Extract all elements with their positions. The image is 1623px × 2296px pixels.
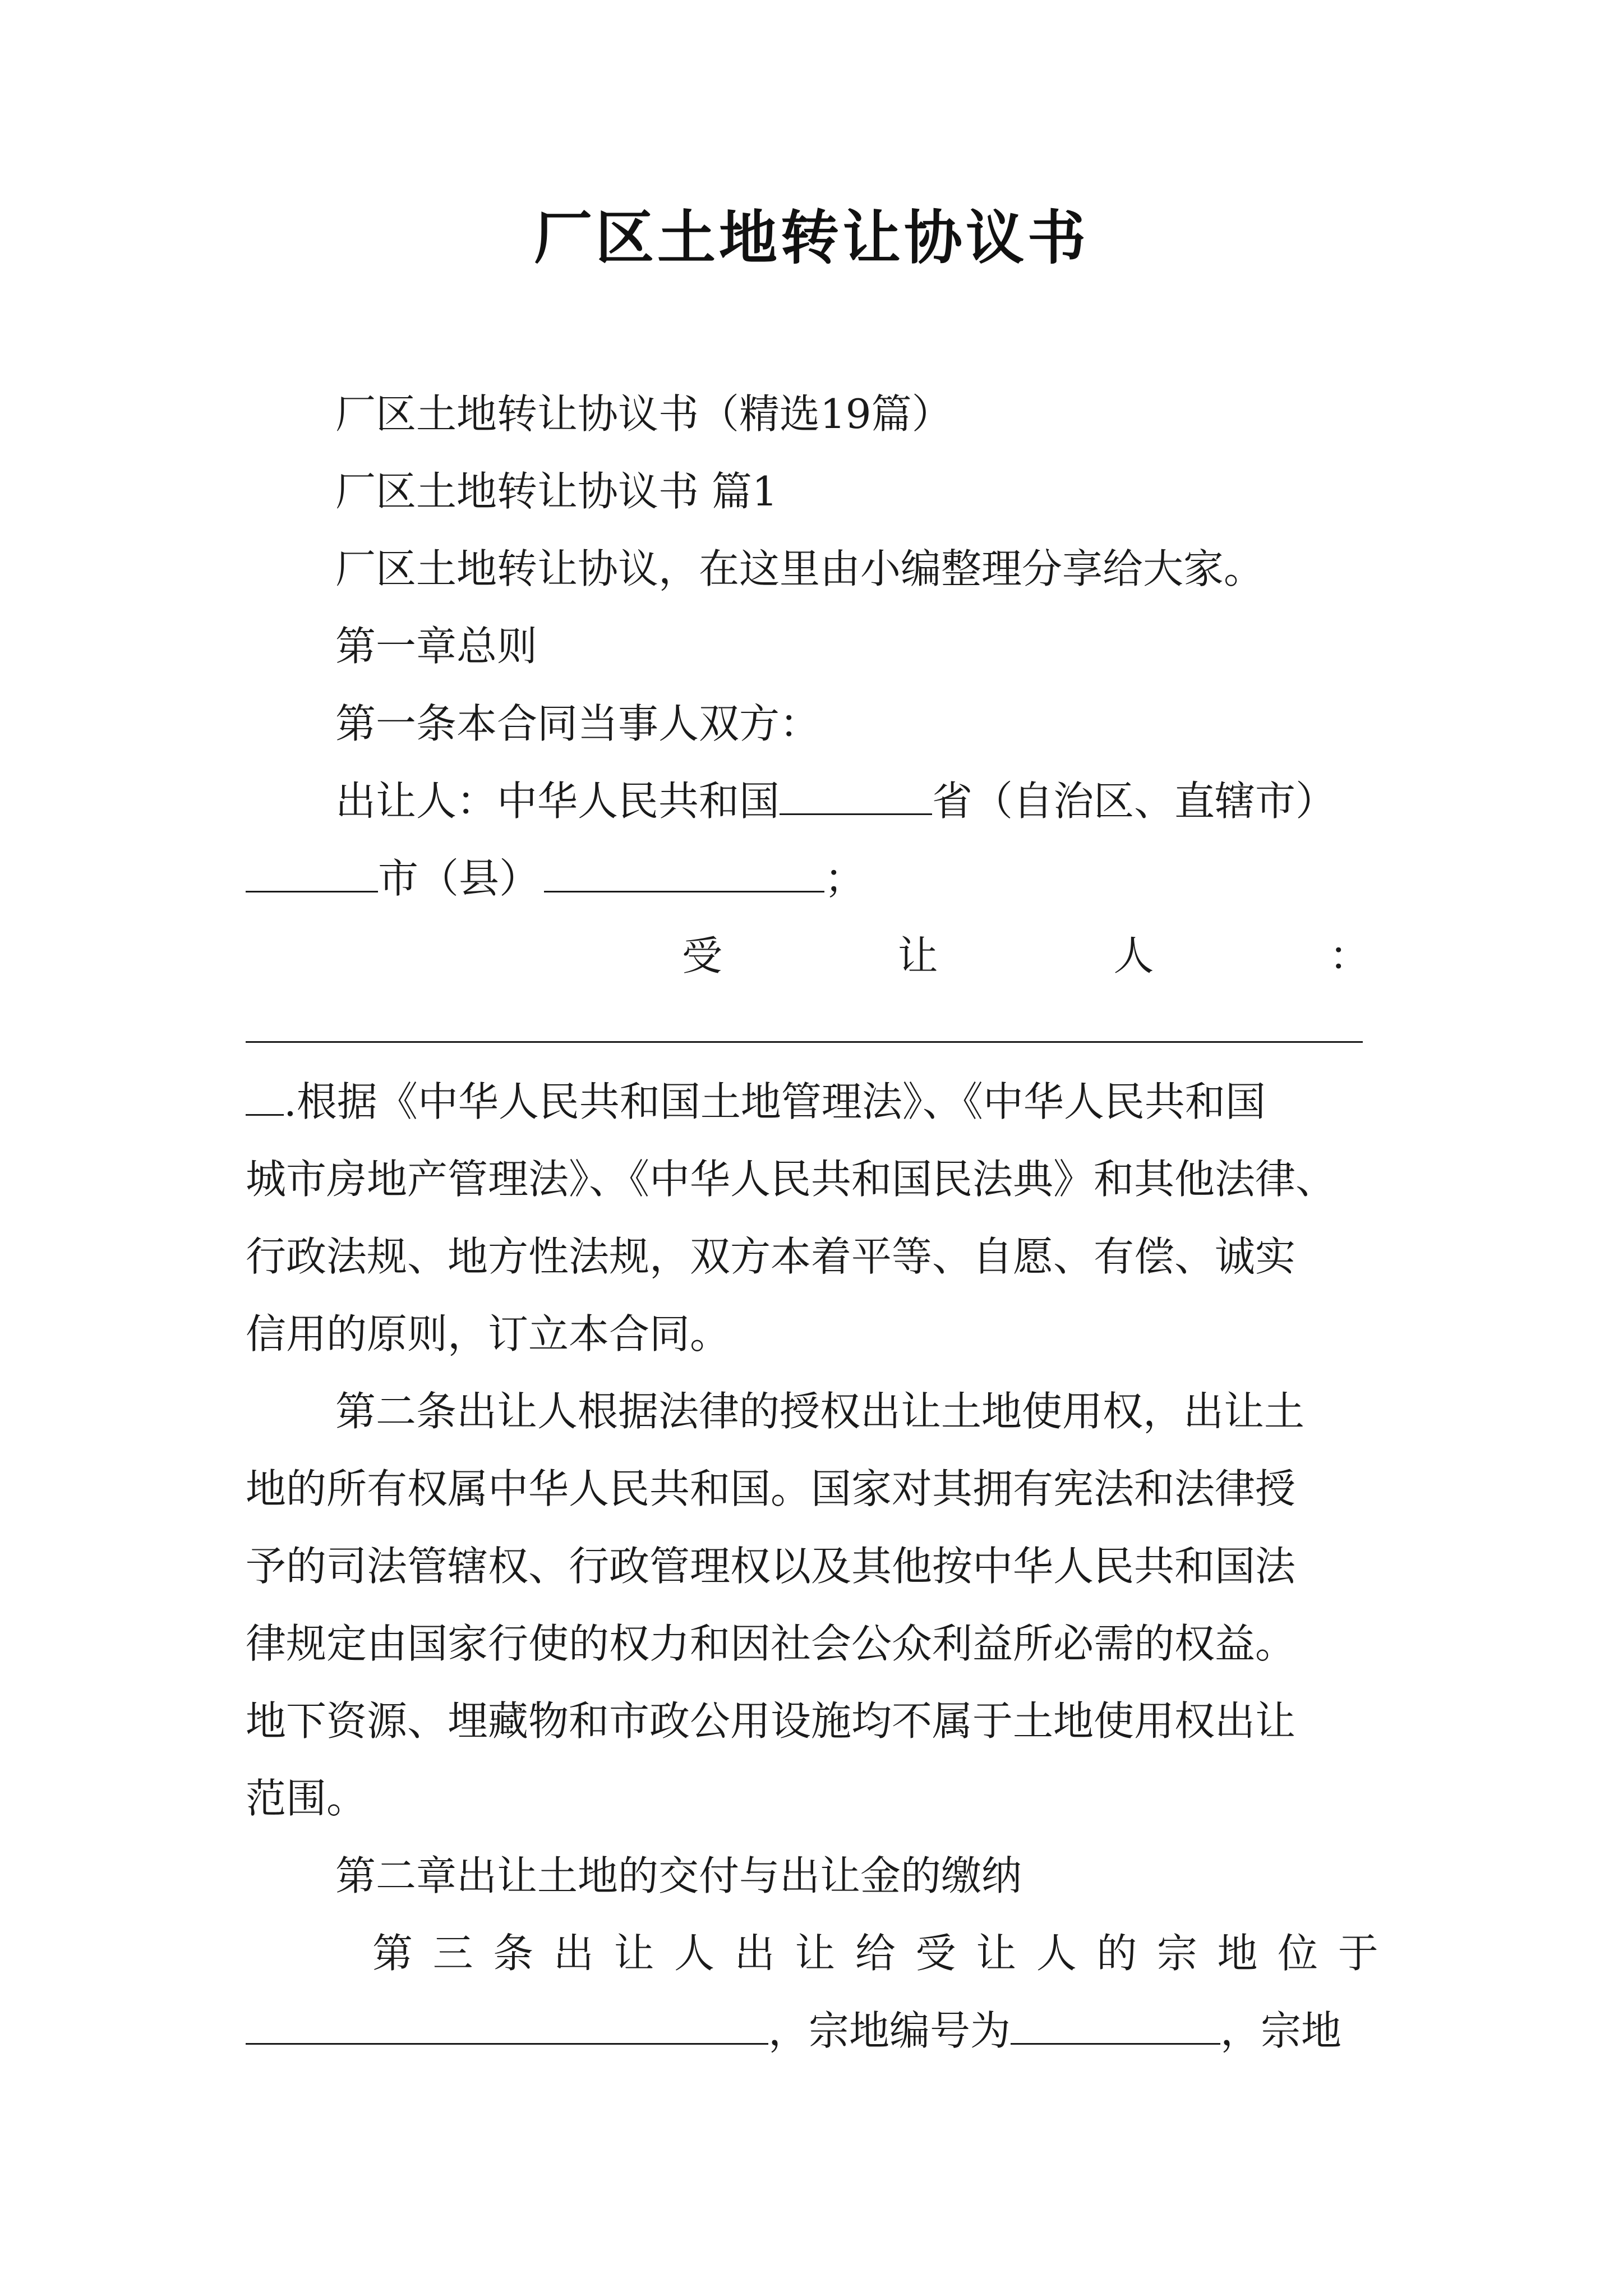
line-char: 给: [855, 1930, 896, 1977]
paragraph-line: 行政法规、地方性法规，双方本着平等、自愿、有偿、诚实: [246, 1233, 1296, 1280]
line-text: ，宗地: [1220, 2007, 1342, 2054]
line-text: .根据《中华人民共和国土地管理法》、《中华人民共和国: [284, 1078, 1266, 1125]
line-char: 人: [1113, 932, 1154, 979]
paragraph-line: 范围。: [246, 1775, 367, 1822]
chapter-heading: 第一章总则: [335, 623, 538, 670]
document-title: 厂区土地转让协议书: [533, 204, 1089, 272]
blank-field: [780, 776, 932, 815]
line-char: 条: [493, 1930, 534, 1977]
chapter-heading: 第二章出让土地的交付与出让金的缴纳: [335, 1852, 1022, 1899]
paragraph-line: 地的所有权属中华人民共和国。国家对其拥有宪法和法律授: [246, 1465, 1296, 1512]
paragraph-line: [246, 852, 865, 905]
paragraph-line: [335, 774, 1336, 828]
paragraph-line: 厂区土地转让协议，在这里由小编整理分享给大家。: [335, 545, 1265, 592]
line-text: 出让人：中华人民共和国: [335, 777, 780, 825]
line-text: ；: [824, 855, 865, 902]
paragraph-line: 信用的原则，订立本合同。: [246, 1310, 731, 1358]
line-char: 出: [734, 1930, 775, 1977]
blank-field: [544, 854, 824, 892]
paragraph-line: [246, 1075, 1266, 1129]
justified-line: [372, 1926, 1378, 1980]
line-char: ：: [1329, 932, 1370, 979]
paragraph-line: 予的司法管辖权、行政管理权以及其他按中华人民共和国法: [246, 1543, 1296, 1590]
line-char: 让: [795, 1930, 836, 1977]
line-char: 受: [682, 932, 723, 979]
line-char: 位: [1278, 1930, 1318, 1977]
line-char: 出: [553, 1930, 594, 1977]
line-char: 让: [976, 1930, 1017, 1977]
line-char: 的: [1096, 1930, 1137, 1977]
paragraph-line: 第一条本合同当事人双方：: [335, 700, 820, 747]
line-char: 三: [432, 1930, 473, 1977]
line-char: 受: [915, 1930, 956, 1977]
justified-line: [682, 929, 1370, 983]
line-char: 人: [674, 1930, 715, 1977]
line-char: 宗: [1156, 1930, 1197, 1977]
blank-field: [246, 1077, 284, 1116]
blank-field: [246, 854, 378, 892]
blank-field: [246, 2006, 768, 2045]
paragraph-line: [246, 2004, 1341, 2058]
paragraph-line: 城市房地产管理法》、《中华人民共和国民法典》和其他法律、: [246, 1156, 1336, 1203]
paragraph-line: 地下资源、埋藏物和市政公用设施均不属于土地使用权出让: [246, 1697, 1296, 1745]
line-char: 让: [897, 932, 938, 979]
paragraph-line: 律规定由国家行使的权力和因社会公众利益所必需的权益。: [246, 1620, 1296, 1667]
blank-field: [246, 1041, 1363, 1043]
line-char: 人: [1036, 1930, 1077, 1977]
paragraph-line: 第二条出让人根据法律的授权出让土地使用权，出让土: [335, 1388, 1305, 1435]
line-text: 市（县）: [378, 855, 540, 902]
paragraph-line: 厂区土地转让协议书（精选19篇）: [335, 390, 952, 438]
blank-field: [1011, 2006, 1220, 2045]
paragraph-line: 厂区土地转让协议书 篇1: [335, 468, 778, 515]
line-char: 地: [1217, 1930, 1258, 1977]
line-text: 省（自治区、直辖市）: [932, 777, 1336, 825]
line-char: 于: [1338, 1930, 1378, 1977]
line-text: ，宗地编号为: [768, 2007, 1011, 2054]
line-char: 第: [372, 1930, 413, 1977]
line-char: 让: [614, 1930, 654, 1977]
